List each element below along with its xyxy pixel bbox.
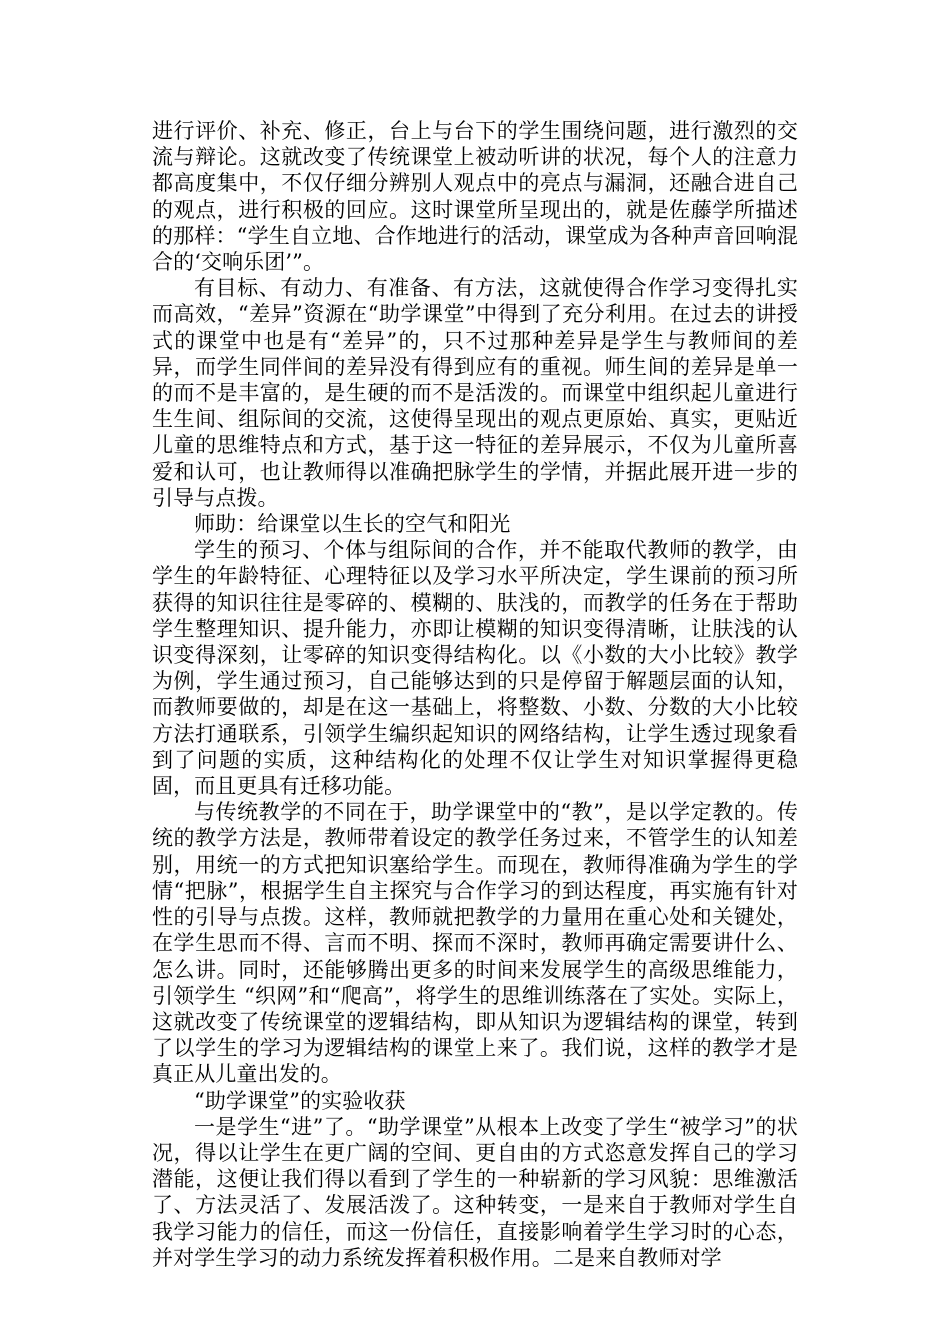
paragraph-students-progress: 一是学生“进”了。“助学课堂”从根本上改变了学生“被学习”的状况，得以让学生在更广阔的空间、更自由的方式恣意发挥自己的学习潜能，这便让我们得以看到了学生的一种崭新的学习风貌：思维激活了、方法灵活了、发展活泼了。这种转变，一是来自于教师对学生自我学习能力的信任，而这一份信任，直接影响着学生学习时的心态，并对学生学习的动力系统发挥着积极作用。二是来自教师对学: [152, 1114, 798, 1270]
paragraph-preview-and-teaching: 学生的预习、个体与组际间的合作，并不能取代教师的教学，由学生的年龄特征、心理特征以及学习水平所决定，学生课前的预习所获得的知识往往是零碎的、模糊的、肤浅的，而教学的任务在于帮助学生整理知识、提升能力，亦即让模糊的知识变得清晰，让肤浅的认识变得深刻，让零碎的知识变得结构化。以《小数的大小比较》教学为例，学生通过预习，自己能够达到的只是停留于解题层面的认知，而教师要做的，却是在这一基础上，将整数、小数、分数的大小比较方法打通联系，引领学生编织起知识的网络结构，让学生透过现象看到了问题的实质，这种结构化的处理不仅让学生对知识掌握得更稳固，而且更具有迁移功能。: [152, 538, 798, 799]
paragraph-teaching-by-learning: 与传统教学的不同在于，助学课堂中的“教”，是以学定教的。传统的教学方法是，教师带着设定的教学任务过来，不管学生的认知差别，用统一的方式把知识塞给学生。而现在，教师得准确为学生的学情“把脉”，根据学生自主探究与合作学习的到达程度，再实施有针对性的引导与点拨。这样，教师就把教学的力量用在重心处和关键处，在学生思而不得、言而不明、探而不深时，教师再确定需要讲什么、怎么讲。同时，还能够腾出更多的时间来发展学生的高级思维能力，引领学生 “织网”和“爬高”，将学生的思维训练落在了实处。实际上，这就改变了传统课堂的逻辑结构，即从知识为逻辑结构的课堂，转到了以学生的学习为逻辑结构的课堂上来了。我们说，这样的教学才是真正从儿童出发的。: [152, 800, 798, 1087]
document-page: [152, 118, 798, 1271]
section-heading-experiment-results: “助学课堂”的实验收获: [194, 1088, 406, 1113]
paragraph-differences-resource: 有目标、有动力、有准备、有方法，这就使得合作学习变得扎实而高效，“差异”资源在“助学课堂”中得到了充分利用。在过去的讲授式的课堂中也是有“差异”的，只不过那种差异是学生与教师间的差异，而学生同伴间的差异没有得到应有的重视。师生间的差异是单一的而不是丰富的，是生硬的而不是活泼的。而课堂中组织起儿童进行生生间、组际间的交流，这使得呈现出的观点更原始、真实，更贴近儿童的思维特点和方式，基于这一特征的差异展示，不仅为儿童所喜爱和认可，也让教师得以准确把脉学生的学情，并据此展开进一步的引导与点拨。: [152, 276, 798, 510]
paragraph-classroom-debate: 进行评价、补充、修正，台上与台下的学生围绕问题，进行激烈的交流与辩论。这就改变了传统课堂上被动听讲的状况，每个人的注意力都高度集中，不仅仔细分辨别人观点中的亮点与漏洞，还融合进自己的观点，进行积极的回应。这时课堂所呈现出的，就是佐藤学所描述的那样：“学生自立地、合作地进行的活动，课堂成为各种声音回响混合的‘交响乐团’”。: [152, 119, 798, 275]
section-heading-teacher-help: 师助：给课堂以生长的空气和阳光: [194, 512, 511, 537]
